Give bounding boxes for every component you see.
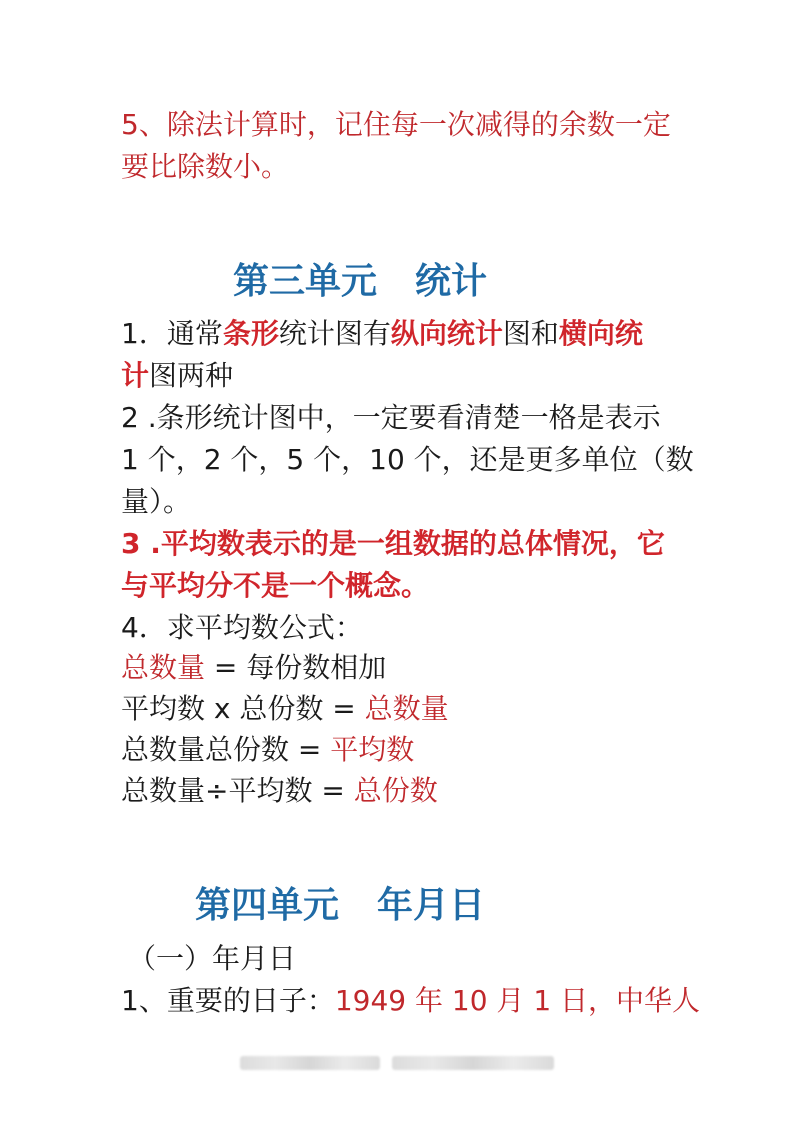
text-segment: 4．求平均数公式： — [121, 611, 363, 644]
stat-item-2-line-3 — [121, 481, 681, 523]
unit-3-name: 统计 — [415, 261, 488, 302]
formula-term: 总数量 — [121, 651, 206, 684]
formula-text: 总数量÷平均数 = — [121, 774, 354, 807]
date-item-1 — [121, 980, 701, 1022]
text-segment: 图两种 — [149, 359, 234, 392]
blurred-watermark — [392, 1056, 554, 1070]
stat-item-4 — [121, 607, 681, 649]
item-number: 3 . — [121, 527, 161, 560]
rule-5-line-2 — [121, 146, 681, 188]
rule-5-line-1 — [121, 104, 681, 146]
text-segment: 统计图有 — [278, 317, 391, 350]
formula-3 — [121, 729, 681, 771]
formula-1 — [121, 647, 681, 689]
formula-text: = 每份数相加 — [205, 651, 387, 684]
stat-item-1-line-2 — [121, 355, 681, 397]
highlight-term: 条形 — [222, 317, 279, 350]
date-highlight: 1949 年 10 月 1 日，中华人 — [334, 984, 701, 1017]
stat-item-3-line-2 — [121, 565, 681, 607]
stat-item-1-line-1 — [121, 313, 681, 355]
formula-4 — [121, 770, 681, 812]
highlight-term: 计 — [121, 359, 150, 392]
text-segment: 1．通常 — [121, 317, 223, 350]
text-segment: 量）。 — [121, 485, 192, 518]
rule-5-text: 5、除法计算时，记住每一次减得的余数一定 — [121, 108, 671, 141]
text-segment: 1、重要的日子： — [121, 984, 335, 1017]
highlight-statement: 与平均分不是一个概念。 — [121, 569, 430, 602]
highlight-term: 纵向统计 — [390, 317, 503, 350]
text-segment: 2 .条形统计图中，一定要看清楚一格是表示 — [121, 401, 661, 434]
text-segment: 图和 — [502, 317, 559, 350]
blurred-watermark — [240, 1056, 380, 1070]
formula-text: 平均数 x 总份数 = — [121, 692, 365, 725]
formula-text: 总数量总份数 = — [121, 733, 331, 766]
unit-3-heading — [233, 260, 487, 304]
subsection-1 — [128, 938, 688, 980]
highlight-statement: 平均数表示的是一组数据的总体情况，它 — [160, 527, 665, 560]
unit-3-label: 第三单元 — [233, 261, 378, 302]
unit-4-heading — [195, 884, 485, 928]
highlight-term: 横向统 — [558, 317, 643, 350]
formula-2 — [121, 688, 681, 730]
stat-item-2-line-1 — [121, 397, 681, 439]
unit-4-name: 年月日 — [377, 885, 486, 926]
unit-4-label: 第四单元 — [195, 885, 340, 926]
rule-5-text-cont: 要比除数小。 — [121, 150, 290, 183]
stat-item-2-line-2 — [121, 439, 694, 481]
formula-term: 总数量 — [364, 692, 449, 725]
text-segment: 1 个，2 个，5 个，10 个，还是更多单位（数 — [121, 443, 694, 476]
subsection-title: （一）年月日 — [128, 942, 297, 975]
formula-term: 平均数 — [330, 733, 415, 766]
stat-item-3-line-1 — [121, 523, 681, 565]
formula-term: 总份数 — [353, 774, 438, 807]
